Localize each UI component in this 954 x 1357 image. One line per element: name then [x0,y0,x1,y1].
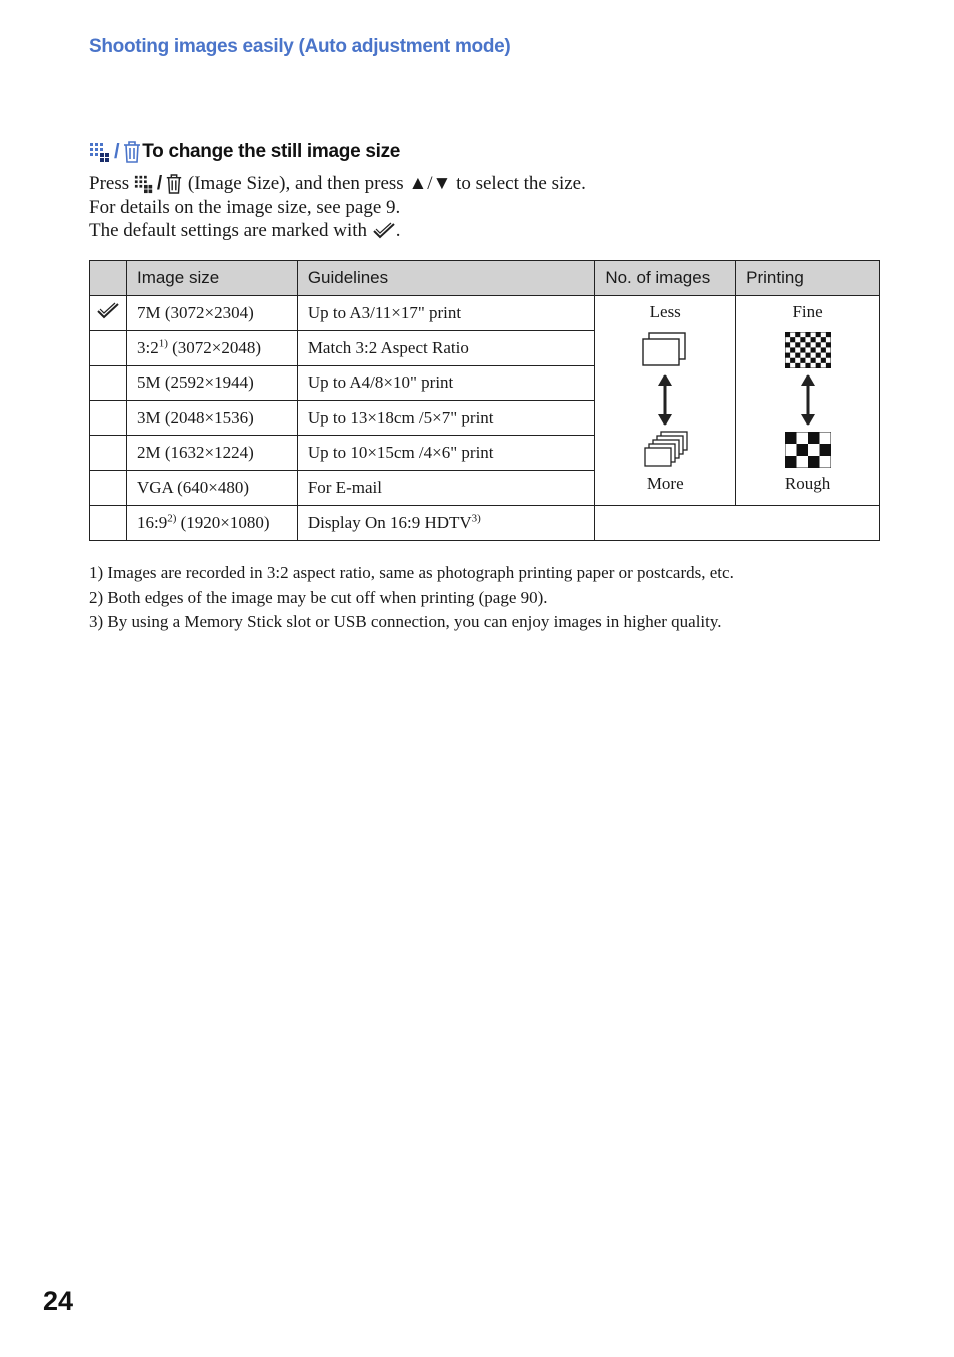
guideline-cell: Up to 10×15cm /4×6" print [297,436,595,471]
images-scale-top: Less [649,302,681,321]
intro-press-text: Press [89,173,134,194]
table-row [90,506,880,541]
section-title-text: To change the still image size [142,141,401,162]
title-slash: / [114,140,120,163]
empty-scale-cell [595,506,880,541]
header-no-of-images: No. of images [595,261,736,296]
intro-period: . [395,220,401,241]
footnotes [89,561,734,635]
printing-scale-cell [736,296,880,506]
printing-scale-bottom: Rough [784,474,831,493]
intro-line-3 [89,219,586,243]
double-arrow-icon [655,372,675,428]
image-size-cell: 3M (2048×1536) [126,401,297,436]
default-marker-cell [90,331,127,366]
default-marker-cell [90,436,127,471]
section-title [89,138,400,166]
header-image-size: Image size [126,261,297,296]
default-marker-cell [90,366,127,401]
header-guidelines: Guidelines [297,261,595,296]
page-number: 24 [43,1286,74,1316]
guideline-cell: Up to A3/11×17" print [297,296,595,331]
double-arrow-icon [798,372,818,428]
printing-scale-top: Fine [792,302,823,321]
image-size-table [89,260,880,541]
header-check-cell [90,261,127,296]
image-size-cell: 3:2$^{1)}$ (3072×2048) [126,331,297,366]
image-size-icon [134,174,154,194]
image-size-icon [89,141,111,163]
guideline-cell: Up to A4/8×10" print [297,366,595,401]
rough-checker-icon [785,432,831,468]
intro-slash: / [156,173,163,194]
fine-checker-icon [785,332,831,368]
trash-icon [165,173,183,195]
guideline-cell: Up to 13×18cm /5×7" print [297,401,595,436]
guideline-cell: Display On 16:9 HDTV$^{3)}$ [297,506,595,541]
default-marker-cell [90,296,127,331]
footnote-1: 1) Images are recorded in 3:2 aspect ratio, same as photograph printing paper or postcards, etc. [89,563,734,582]
images-scale-cell [595,296,736,506]
single-image-icon [640,330,690,370]
image-size-cell: 16:9$^{2)}$ (1920×1080) [126,506,297,541]
running-header: Shooting images easily (Auto adjustment mode) [89,36,511,57]
header-printing: Printing [736,261,880,296]
table-header-row [90,261,880,296]
table-row [90,296,880,331]
intro-line-2: For details on the image size, see page 9. [89,196,401,218]
default-marker-cell [90,471,127,506]
trash-icon [122,140,142,164]
image-size-cell: 2M (1632×1224) [126,436,297,471]
default-check-icon [372,222,396,240]
default-check-icon [96,302,120,320]
guideline-cell: For E-mail [297,471,595,506]
image-size-cell: 5M (2592×1944) [126,366,297,401]
footnote-2: 2) Both edges of the image may be cut off when printing (page 90). [89,587,548,607]
multiple-images-icon [640,430,690,470]
guideline-cell: Match 3:2 Aspect Ratio [297,331,595,366]
intro-line-1 [89,172,586,196]
image-size-cell: 7M (3072×2304) [126,296,297,331]
intro-instruction-text: (Image Size), and then press ▲/▼ to select the size. [183,173,586,194]
footnote-3: 3) By using a Memory Stick slot or USB connection, you can enjoy images in higher quality. [89,612,722,631]
image-size-cell: VGA (640×480) [126,471,297,506]
intro-text [89,172,586,243]
images-scale-bottom: More [646,474,684,493]
default-mark-text: The default settings are marked with [89,220,372,241]
default-marker-cell [90,401,127,436]
default-marker-cell [90,506,127,541]
